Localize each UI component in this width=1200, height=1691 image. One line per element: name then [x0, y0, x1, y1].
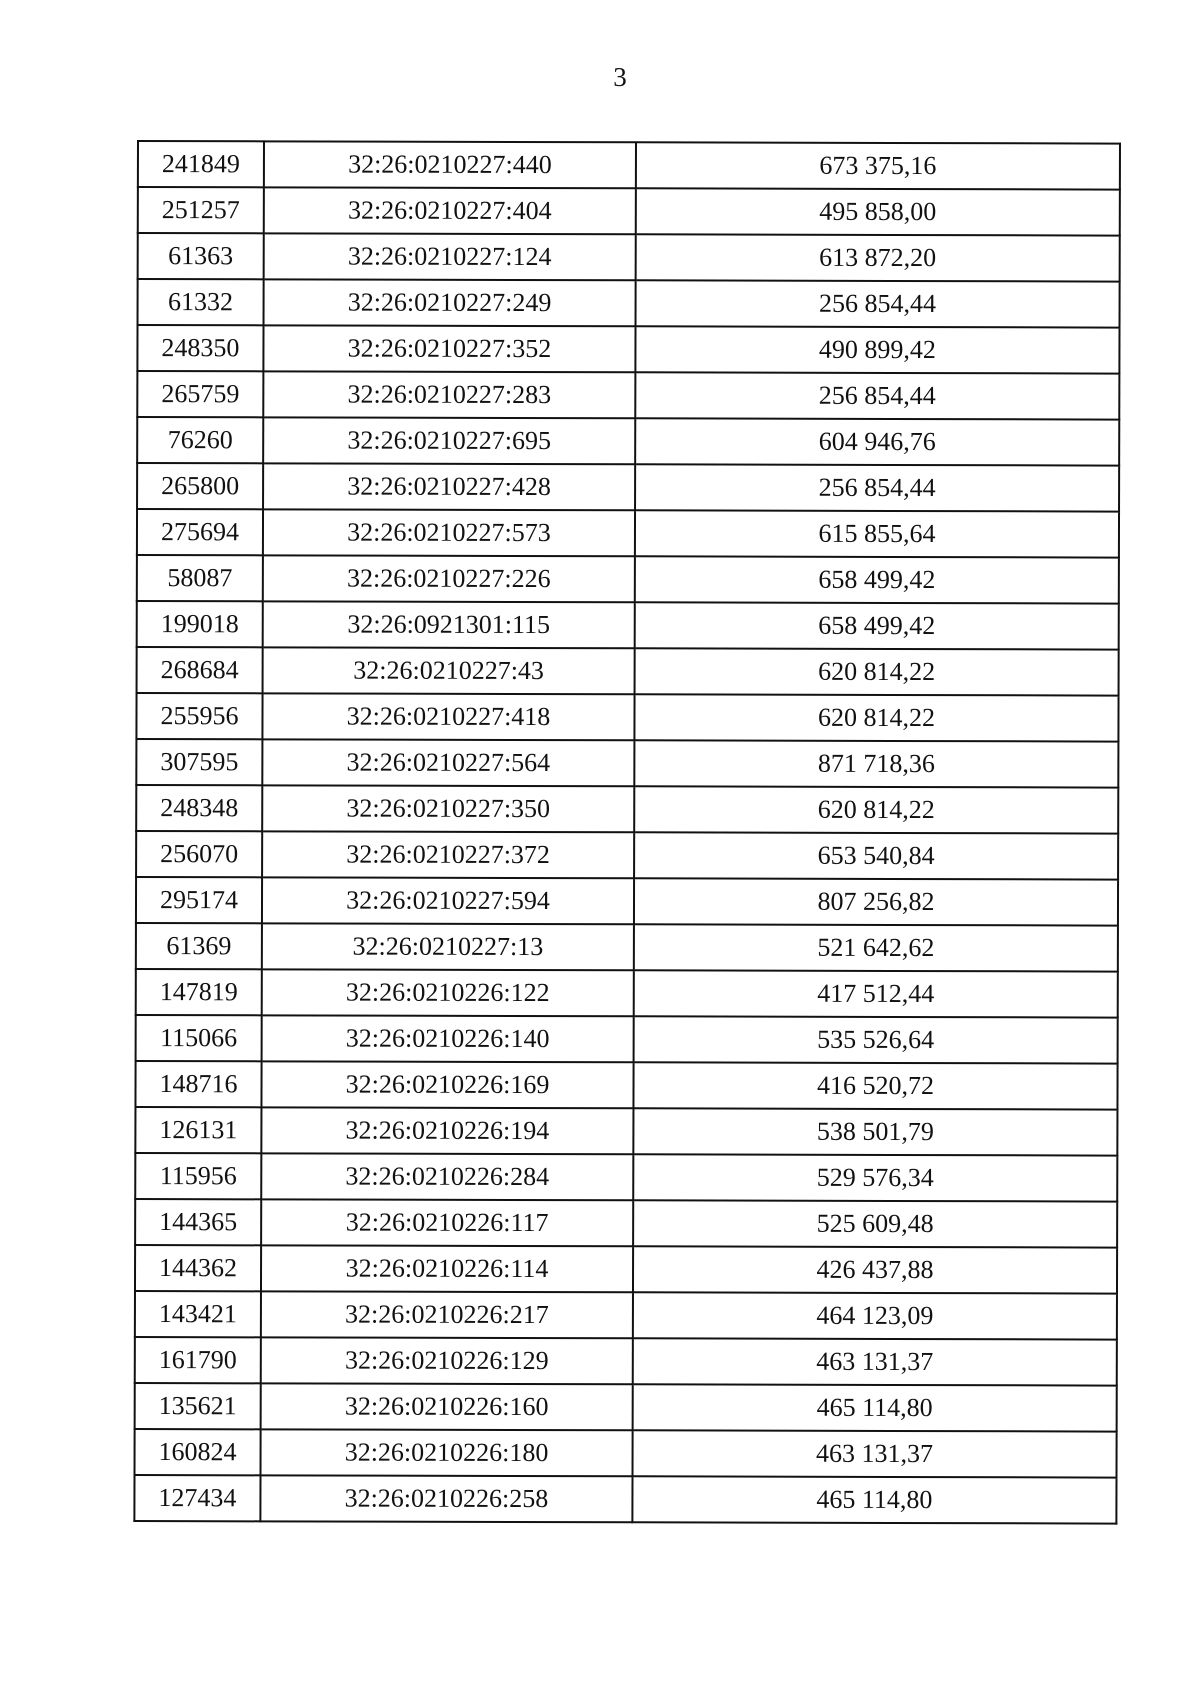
cadastral-value-cell: 464 123,09	[633, 1292, 1117, 1339]
cadastral-number-cell: 32:26:0210227:695	[263, 417, 635, 464]
object-id-cell: 76260	[137, 417, 263, 463]
object-id-cell: 143421	[135, 1291, 261, 1337]
table-row	[137, 371, 1119, 420]
object-id-cell: 265800	[137, 463, 263, 509]
table-row	[136, 693, 1118, 742]
table-row	[137, 601, 1119, 650]
cadastral-value-cell: 256 854,44	[636, 280, 1120, 327]
table-row	[137, 509, 1119, 558]
cadastral-value-cell: 490 899,42	[635, 326, 1119, 373]
object-id-cell: 135621	[135, 1383, 261, 1429]
object-id-cell: 58087	[137, 555, 263, 601]
object-id-cell: 61332	[138, 279, 264, 325]
table-row	[136, 1015, 1118, 1064]
cadastral-number-cell: 32:26:0210227:428	[263, 463, 635, 510]
object-id-cell: 255956	[136, 693, 262, 739]
cadastral-number-cell: 32:26:0210227:594	[262, 877, 634, 924]
cadastral-value-cell: 615 855,64	[635, 510, 1119, 557]
object-id-cell: 268684	[137, 647, 263, 693]
table-row	[135, 1337, 1117, 1386]
object-id-cell: 61369	[136, 923, 262, 969]
cadastral-number-cell: 32:26:0210226:284	[261, 1153, 633, 1200]
cadastral-number-cell: 32:26:0210226:117	[261, 1199, 633, 1246]
cadastral-number-cell: 32:26:0210226:114	[261, 1245, 633, 1292]
cadastral-value-cell: 495 858,00	[636, 188, 1120, 235]
cadastral-value-cell: 604 946,76	[635, 418, 1119, 465]
object-id-cell: 199018	[137, 601, 263, 647]
table-row	[136, 831, 1118, 880]
object-id-cell: 127434	[134, 1475, 260, 1521]
object-id-cell: 248348	[136, 785, 262, 831]
table-row	[137, 417, 1119, 466]
object-id-cell: 241849	[138, 141, 264, 187]
cadastral-value-cell: 529 576,34	[633, 1154, 1117, 1201]
table-row	[136, 969, 1118, 1018]
cadastral-value-cell: 620 814,22	[635, 648, 1119, 695]
table-body	[134, 141, 1120, 1524]
cadastral-value-cell: 871 718,36	[634, 740, 1118, 787]
object-id-cell: 144362	[135, 1245, 261, 1291]
object-id-cell: 275694	[137, 509, 263, 555]
cadastral-value-cell: 521 642,62	[634, 924, 1118, 971]
table-row	[136, 877, 1118, 926]
table-row	[135, 1245, 1117, 1294]
cadastral-number-cell: 32:26:0210227:13	[262, 923, 634, 970]
table-row	[137, 647, 1119, 696]
cadastral-value-cell: 620 814,22	[634, 786, 1118, 833]
cadastral-value-cell: 525 609,48	[633, 1200, 1117, 1247]
cadastral-value-cell: 538 501,79	[633, 1108, 1117, 1155]
cadastral-number-cell: 32:26:0210227:249	[264, 279, 636, 326]
cadastral-number-cell: 32:26:0210227:418	[262, 693, 634, 740]
cadastral-value-cell: 620 814,22	[634, 694, 1118, 741]
cadastral-number-cell: 32:26:0210226:129	[261, 1337, 633, 1384]
table-row	[138, 141, 1120, 190]
object-id-cell: 126131	[135, 1107, 261, 1153]
object-id-cell: 161790	[135, 1337, 261, 1383]
object-id-cell: 147819	[136, 969, 262, 1015]
cadastral-number-cell: 32:26:0210227:440	[264, 141, 636, 188]
cadastral-value-table	[133, 140, 1121, 1525]
object-id-cell: 160824	[135, 1429, 261, 1475]
table-row	[135, 1199, 1117, 1248]
object-id-cell: 61363	[138, 233, 264, 279]
table-row	[135, 1107, 1117, 1156]
table-row	[136, 923, 1118, 972]
object-id-cell: 115066	[136, 1015, 262, 1061]
table-row	[137, 325, 1119, 374]
cadastral-number-cell: 32:26:0210226:160	[261, 1383, 633, 1430]
cadastral-number-cell: 32:26:0210226:258	[260, 1475, 632, 1522]
cadastral-value-cell: 463 131,37	[633, 1430, 1117, 1477]
table-row	[137, 463, 1119, 512]
table-row	[137, 555, 1119, 604]
cadastral-number-cell: 32:26:0210227:43	[263, 647, 635, 694]
cadastral-number-cell: 32:26:0210227:372	[262, 831, 634, 878]
cadastral-number-cell: 32:26:0210227:283	[263, 371, 635, 418]
table-row	[135, 1429, 1117, 1478]
cadastral-number-cell: 32:26:0210227:352	[263, 325, 635, 372]
cadastral-number-cell: 32:26:0210226:180	[261, 1429, 633, 1476]
object-id-cell: 148716	[135, 1061, 261, 1107]
cadastral-value-cell: 673 375,16	[636, 142, 1120, 189]
table-row	[138, 187, 1120, 236]
cadastral-number-cell: 32:26:0210227:350	[262, 785, 634, 832]
cadastral-value-cell: 463 131,37	[633, 1338, 1117, 1385]
object-id-cell: 248350	[137, 325, 263, 371]
cadastral-number-cell: 32:26:0210227:404	[264, 187, 636, 234]
object-id-cell: 265759	[137, 371, 263, 417]
table-row	[136, 785, 1118, 834]
cadastral-number-cell: 32:26:0921301:115	[263, 601, 635, 648]
page-number: 3	[613, 62, 627, 92]
object-id-cell: 307595	[136, 739, 262, 785]
cadastral-number-cell: 32:26:0210227:124	[264, 233, 636, 280]
object-id-cell: 251257	[138, 187, 264, 233]
object-id-cell: 256070	[136, 831, 262, 877]
cadastral-value-cell: 465 114,80	[633, 1384, 1117, 1431]
cadastral-value-cell: 807 256,82	[634, 878, 1118, 925]
table-row	[135, 1061, 1117, 1110]
cadastral-number-cell: 32:26:0210227:573	[263, 509, 635, 556]
table-row	[135, 1291, 1117, 1340]
table-row	[138, 279, 1120, 328]
table-row	[136, 739, 1118, 788]
cadastral-number-cell: 32:26:0210226:194	[261, 1107, 633, 1154]
cadastral-value-cell: 658 499,42	[635, 556, 1119, 603]
cadastral-number-cell: 32:26:0210226:140	[262, 1015, 634, 1062]
cadastral-value-cell: 256 854,44	[635, 464, 1119, 511]
table-row	[135, 1153, 1117, 1202]
cadastral-number-cell: 32:26:0210226:217	[261, 1291, 633, 1338]
table-row	[134, 1475, 1116, 1524]
cadastral-value-cell: 416 520,72	[633, 1062, 1117, 1109]
cadastral-number-cell: 32:26:0210227:226	[263, 555, 635, 602]
cadastral-value-cell: 256 854,44	[635, 372, 1119, 419]
object-id-cell: 115956	[135, 1153, 261, 1199]
cadastral-value-cell: 653 540,84	[634, 832, 1118, 879]
object-id-cell: 144365	[135, 1199, 261, 1245]
object-id-cell: 295174	[136, 877, 262, 923]
cadastral-value-cell: 658 499,42	[635, 602, 1119, 649]
cadastral-number-cell: 32:26:0210227:564	[262, 739, 634, 786]
cadastral-value-cell: 417 512,44	[634, 970, 1118, 1017]
cadastral-value-cell: 613 872,20	[636, 234, 1120, 281]
cadastral-value-cell: 426 437,88	[633, 1246, 1117, 1293]
cadastral-number-cell: 32:26:0210226:169	[261, 1061, 633, 1108]
table-row	[138, 233, 1120, 282]
cadastral-value-cell: 535 526,64	[634, 1016, 1118, 1063]
table-row	[135, 1383, 1117, 1432]
cadastral-number-cell: 32:26:0210226:122	[262, 969, 634, 1016]
cadastral-value-cell: 465 114,80	[632, 1476, 1116, 1523]
